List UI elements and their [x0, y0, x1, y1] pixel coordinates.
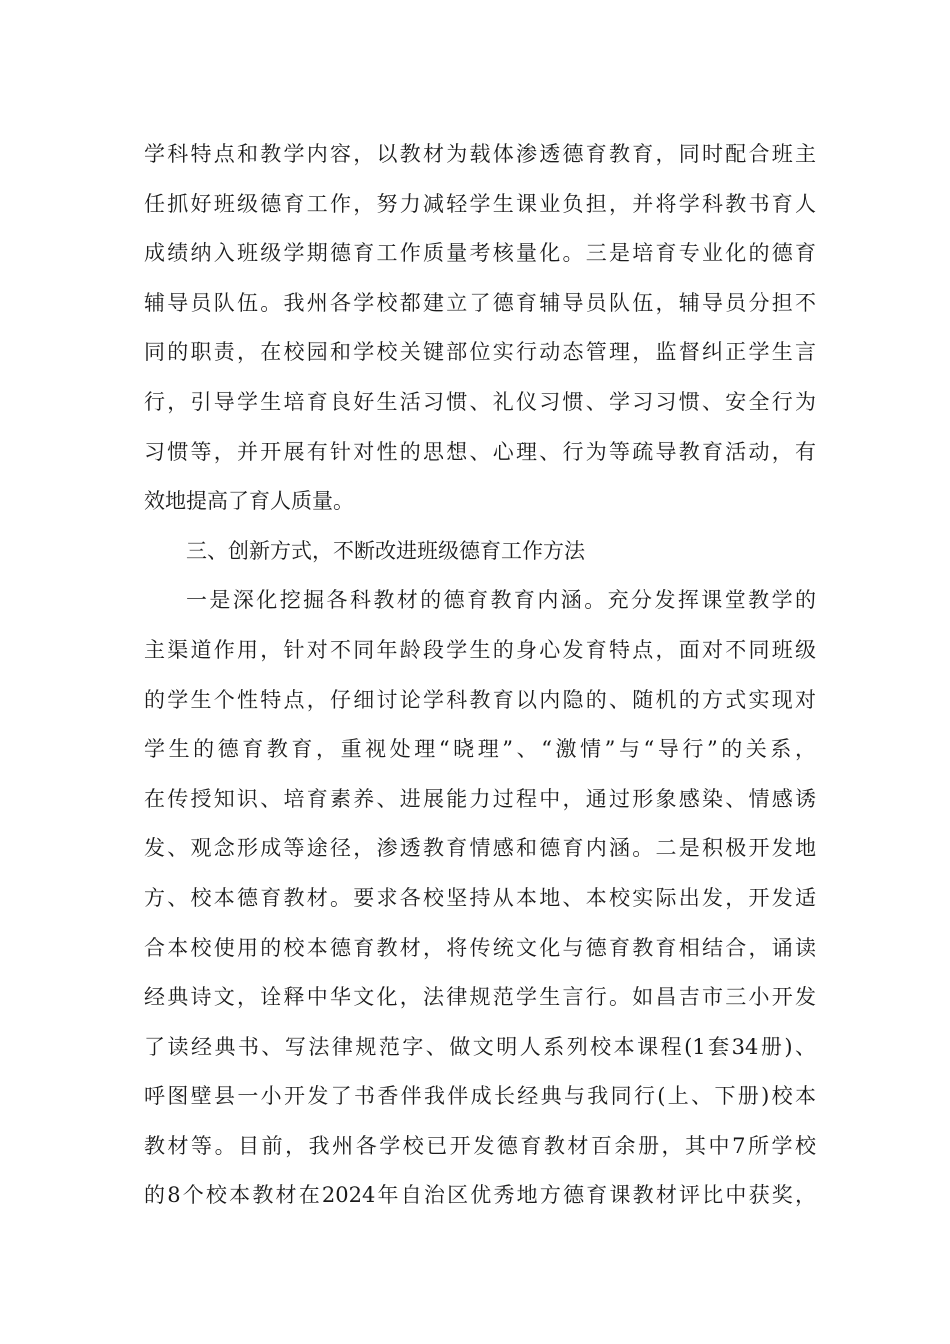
- text-line: 任抓好班级德育工作，努力减轻学生课业负担，并将学科教书育人: [144, 191, 816, 216]
- text-line: 经典诗文，诠释中华文化，法律规范学生言行。如昌吉市三小开发: [144, 985, 816, 1010]
- text-line: 教材等。目前，我州各学校已开发德育教材百余册，其中7所学校: [144, 1133, 816, 1158]
- text-line: 主渠道作用，针对不同年龄段学生的身心发育特点，面对不同班级: [144, 637, 816, 662]
- text-line: 呼图壁县一小开发了书香伴我伴成长经典与我同行(上、下册)校本: [144, 1084, 816, 1109]
- text-line: 的学生个性特点，仔细讨论学科教育以内隐的、随机的方式实现对: [144, 687, 816, 712]
- paragraph-first-line: 一是深化挖掘各科教材的德育教育内涵。充分发挥课堂教学的: [186, 588, 816, 613]
- text-line: 在传授知识、培育素养、进展能力过程中，通过形象感染、情感诱: [144, 786, 816, 811]
- text-line: 了读经典书、写法律规范字、做文明人系列校本课程(1套34册)、: [144, 1034, 816, 1059]
- text-line: 学生的德育教育，重视处理“晓理”、“激情”与“导行”的关系，: [144, 737, 816, 762]
- text-line: 辅导员队伍。我州各学校都建立了德育辅导员队伍，辅导员分担不: [144, 290, 816, 315]
- text-line: 习惯等，并开展有针对性的思想、心理、行为等疏导教育活动，有: [144, 439, 816, 464]
- text-line: 方、校本德育教材。要求各校坚持从本地、本校实际出发，开发适: [144, 885, 816, 910]
- section-heading: 三、创新方式，不断改进班级德育工作方法: [186, 538, 585, 563]
- text-line: 发、观念形成等途径，渗透教育情感和德育内涵。二是积极开发地: [144, 836, 816, 861]
- text-line: 效地提高了育人质量。: [144, 489, 354, 514]
- text-line: 同的职责，在校园和学校关键部位实行动态管理，监督纠正学生言: [144, 340, 816, 365]
- text-line: 的8个校本教材在2024年自治区优秀地方德育课教材评比中获奖，: [144, 1183, 816, 1208]
- text-line: 学科特点和教学内容，以教材为载体渗透德育教育，同时配合班主: [144, 142, 816, 166]
- text-line: 成绩纳入班级学期德育工作质量考核量化。三是培育专业化的德育: [144, 241, 816, 266]
- text-line: 行，引导学生培育良好生活习惯、礼仪习惯、学习习惯、安全行为: [144, 389, 816, 414]
- text-line: 合本校使用的校本德育教材，将传统文化与德育教育相结合，诵读: [144, 935, 816, 960]
- body-text: [144, 130, 816, 1221]
